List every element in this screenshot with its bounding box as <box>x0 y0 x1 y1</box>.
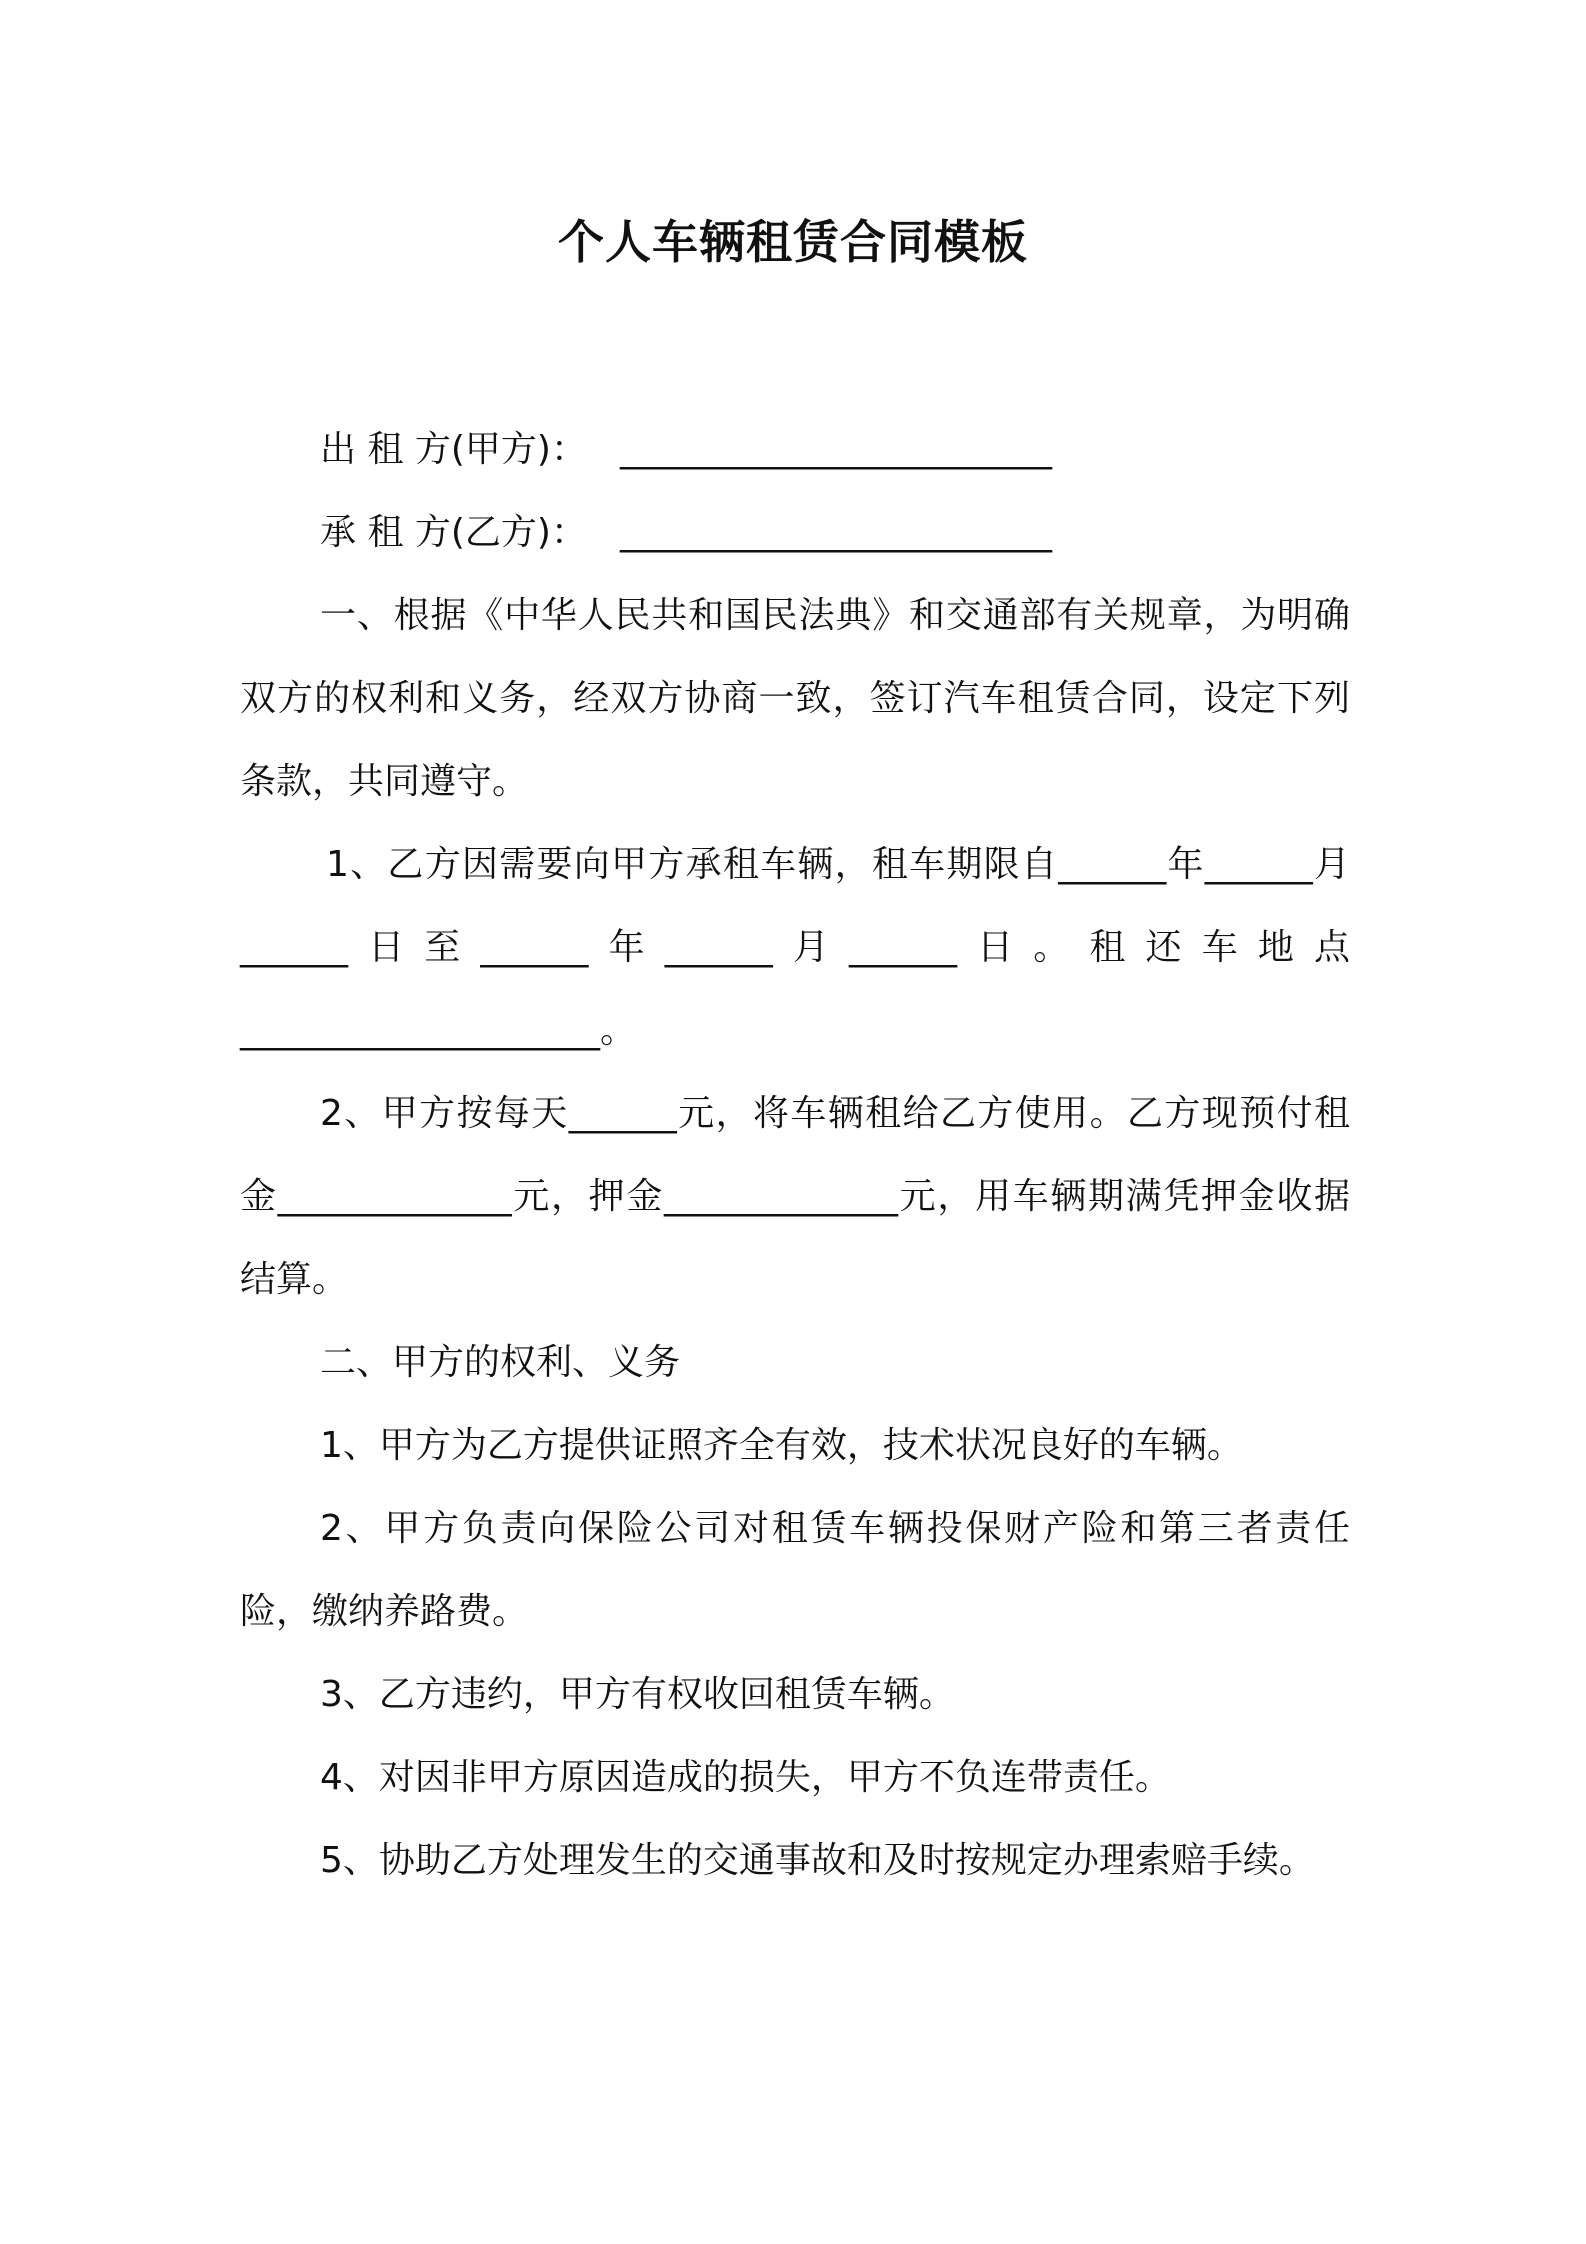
lessor-label: 出 租 方(甲方)： <box>320 429 587 470</box>
clause-rental-fee: 2、甲方按每天______元，将车辆租给乙方使用。乙方现预付租金_____________元，押金_____________元，用车辆期满凭押金收据结算。 <box>240 1093 1350 1300</box>
lessor-duty-4: 4、对因非甲方原因造成的损失，甲方不负连带责任。 <box>320 1757 1171 1798</box>
lessee-row <box>320 491 1350 574</box>
lessee-label: 承 租 方(乙方)： <box>320 512 587 553</box>
lessor-duty-2: 2、甲方负责向保险公司对租赁车辆投保财产险和第三者责任险，缴纳养路费。 <box>240 1508 1350 1632</box>
lessor-blank: ________________________ <box>620 429 1052 470</box>
document-body <box>240 408 1350 1902</box>
lessor-row <box>320 408 1350 491</box>
section-heading-lessor-rights: 二、甲方的权利、义务 <box>320 1342 681 1383</box>
lessor-duty-5: 5、协助乙方处理发生的交通事故和及时按规定办理索赔手续。 <box>320 1840 1315 1881</box>
document-title: 个人车辆租赁合同模板 <box>558 215 1028 269</box>
lessee-blank: ________________________ <box>620 512 1052 553</box>
clause-intro: 一、根据《中华人民共和国民法典》和交通部有关规章，为明确双方的权利和义务，经双方协商一致，签订汽车租赁合同，设定下列条款，共同遵守。 <box>240 595 1350 802</box>
clause-rental-period: 1、乙方因需要向甲方承租车辆，租车期限自______年______月______日至______年______月______日。租还车地点____________________。 <box>240 844 1350 1051</box>
lessor-duty-3: 3、乙方违约，甲方有权收回租赁车辆。 <box>320 1674 955 1715</box>
lessor-duty-1: 1、甲方为乙方提供证照齐全有效，技术状况良好的车辆。 <box>320 1425 1243 1466</box>
